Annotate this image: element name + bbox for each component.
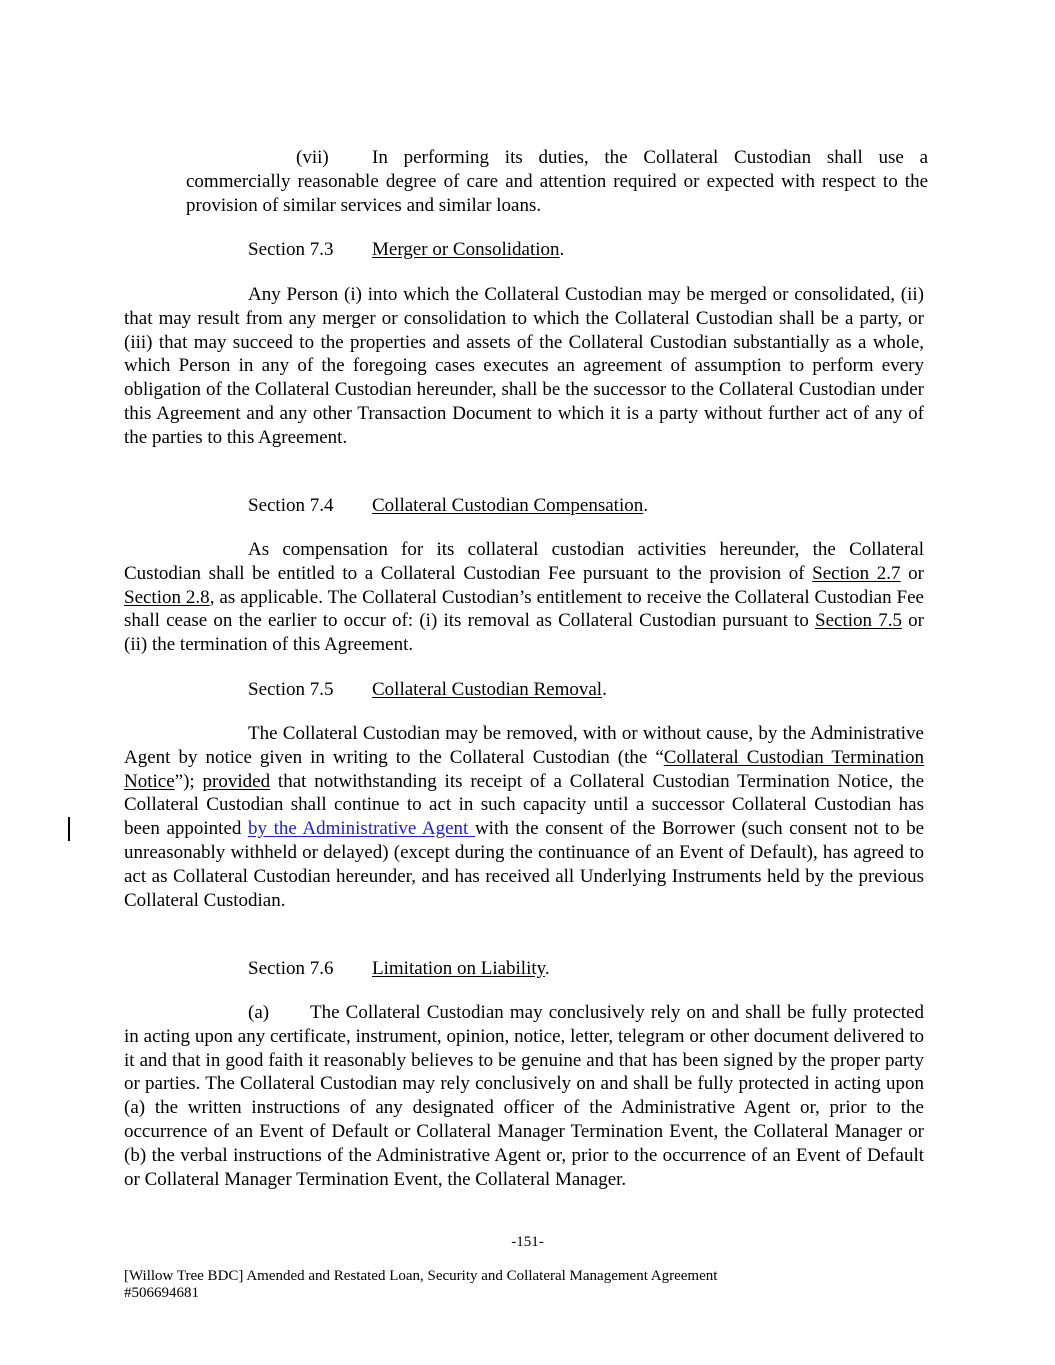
- clause-vii-first-line: In performing its duties, the Collateral Custodian shall use a: [372, 147, 928, 168]
- section-7-5-heading: Section 7.5 Collateral Custodian Removal.: [248, 679, 607, 700]
- page-number: -151-: [511, 1234, 544, 1250]
- section-7-3-text: Any Person (i) into which the Collateral Custodian may be merged or consolidated, (ii) that may result from any merger or consolidation to which the Collateral Custodian shall be a party, or (iii) that may succeed to the properties and assets of the Collateral Custodian substantially as a whole, which Person in any of the foregoing cases executes an agreement of assumption to perform every obligation of the Collateral Custodian hereunder, shall be the successor to the Collateral Custodian under this Agreement and any other Transaction Document to which it is a party without further act of any of the parties to this Agreement.: [124, 284, 924, 448]
- section-7-4-title: Collateral Custodian Compensation: [372, 495, 644, 516]
- section-7-6-body: [124, 1001, 924, 1191]
- cross-reference-section-7-5: Section 7.5: [815, 610, 902, 632]
- section-7-4-body: As compensation for its collateral custodian activities hereunder, the Collateral Custodian shall be entitled to a Collateral Custodian Fee pursuant to the provision of Section 2.7 or Section 2.8, as applicable. The Collateral Custodian’s entitlement to receive the Collateral Custodian Fee shall cease on the earlier to occur of: (i) its removal as Collateral Custodian pursuant to Section 7.5 or (ii) the termination of this Agreement.: [124, 539, 924, 656]
- clause-a-label: (a): [248, 1002, 270, 1023]
- clause-vii-rest: commercially reasonable degree of care and attention required or expected with respect to the provision of similar services and similar loans.: [186, 170, 928, 216]
- section-7-4-heading: Section 7.4 Collateral Custodian Compensation.: [248, 495, 648, 516]
- clause-vii: [186, 146, 928, 217]
- provided-term: provided: [202, 770, 271, 792]
- clause-vii-label: (vii): [296, 147, 329, 168]
- section-7-6-heading: Section 7.6 Limitation on Liability.: [248, 958, 550, 979]
- section-7-3-heading: Section 7.3 Merger or Consolidation.: [248, 239, 565, 260]
- section-7-6-title: Limitation on Liability: [372, 958, 545, 979]
- footer-title: [Willow Tree BDC] Amended and Restated Loan, Security and Collateral Management Agreement: [124, 1268, 718, 1284]
- section-7-5-title: Collateral Custodian Removal: [372, 679, 603, 700]
- clause-a-text: The Collateral Custodian may conclusively rely on and shall be fully protected in acting upon any certificate, instrument, opinion, notice, letter, telegram or other document delivered to it and that in good faith it reasonably believes to be genuine and that has been signed by the proper party or parties. The Collateral Custodian may rely conclusively on and shall be fully protected in acting upon (a) the written instructions of any designated officer of the Administrative Agent or, prior to the occurrence of an Event of Default or Collateral Manager Termination Event, the Collateral Manager or (b) the verbal instructions of the Administrative Agent or, prior to the occurrence of an Event of Default or Collateral Manager Termination Event, the Collateral Manager.: [124, 1002, 924, 1190]
- footer-doc-id: #506694681: [124, 1285, 199, 1301]
- section-7-4-number: Section 7.4: [248, 495, 334, 516]
- section-7-3-title: Merger or Consolidation: [372, 239, 560, 260]
- inserted-text-administrative-agent[interactable]: by the Administrative Agent: [248, 818, 475, 840]
- section-7-5-number: Section 7.5: [248, 679, 334, 700]
- section-7-3-number: Section 7.3: [248, 239, 334, 260]
- document-footer: [124, 1268, 717, 1302]
- section-7-3-body: [124, 283, 924, 450]
- section-7-6-number: Section 7.6: [248, 958, 334, 979]
- cross-reference-section-2-7: Section 2.7: [812, 562, 901, 584]
- defined-term-termination-notice: Collateral Custodian Termination Notice: [124, 746, 924, 792]
- section-7-5-body: The Collateral Custodian may be removed, with or without cause, by the Administrative Agent by notice given in writing to the Collateral Custodian (the “Collateral Custodian Termination Notice”); provided that notwithstanding its receipt of a Collateral Custodian Termination Notice, the Collateral Custodian shall continue to act in such capacity until a successor Collateral Custodian has been appointed by the Administrative Agent with the consent of the Borrower (such consent not to be unreasonably withheld or delayed) (except during the continuance of an Event of Default), has agreed to act as Collateral Custodian hereunder, and has received all Underlying Instruments held by the previous Collateral Custodian.: [124, 723, 925, 911]
- revision-change-bar: [68, 817, 70, 841]
- cross-reference-section-2-8: Section 2.8: [124, 586, 210, 608]
